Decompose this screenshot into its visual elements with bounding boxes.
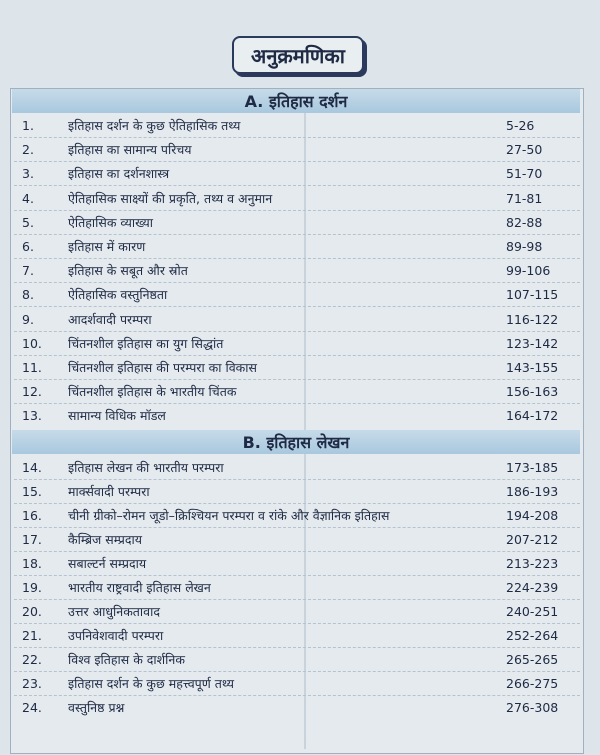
entry-number: 24. (22, 700, 42, 715)
toc-entry[interactable] (14, 553, 580, 575)
entry-pages: 123-142 (506, 336, 559, 351)
toc-entry[interactable] (14, 188, 580, 210)
toc-entry[interactable] (14, 649, 580, 671)
entry-title: चीनी ग्रीको–रोमन जूडो–क्रिश्चियन परम्परा व रांके और वैज्ञानिक इतिहास (68, 508, 390, 523)
entry-pages: 99-106 (506, 263, 551, 278)
entry-pages: 252-264 (506, 628, 559, 643)
entry-title: इतिहास के सबूत और स्रोत (68, 263, 188, 278)
toc-entry[interactable] (14, 697, 580, 719)
entry-number: 22. (22, 652, 42, 667)
entry-pages: 276-308 (506, 700, 559, 715)
toc-entry[interactable] (14, 381, 580, 403)
entry-title: इतिहास का दर्शनशास्त्र (68, 166, 170, 181)
entry-pages: 186-193 (506, 484, 559, 499)
entry-number: 7. (22, 263, 34, 278)
entry-number: 10. (22, 336, 42, 351)
entry-title: विश्व इतिहास के दार्शनिक (68, 652, 185, 667)
toc-entry[interactable] (14, 601, 580, 623)
entry-title: सबाल्टर्न सम्प्रदाय (68, 556, 147, 571)
entry-number: 23. (22, 676, 42, 691)
entry-title: उपनिवेशवादी परम्परा (68, 628, 164, 643)
entry-pages: 89-98 (506, 239, 543, 254)
entry-title: इतिहास दर्शन के कुछ ऐतिहासिक तथ्य (68, 118, 241, 133)
entry-title: चिंतनशील इतिहास का युग सिद्धांत (68, 336, 224, 351)
row-separator (14, 306, 580, 308)
entry-pages: 224-239 (506, 580, 559, 595)
entry-number: 5. (22, 215, 34, 230)
entry-number: 1. (22, 118, 34, 133)
entry-pages: 240-251 (506, 604, 559, 619)
toc-entry[interactable] (14, 236, 580, 258)
row-separator (14, 185, 580, 187)
entry-number: 19. (22, 580, 42, 595)
section-heading: B. इतिहास लेखन (12, 430, 580, 454)
entry-pages: 5-26 (506, 118, 535, 133)
entry-title: आदर्शवादी परम्परा (68, 312, 152, 327)
entry-number: 2. (22, 142, 34, 157)
entry-title: ऐतिहासिक व्याख्या (68, 215, 153, 230)
entry-pages: 213-223 (506, 556, 559, 571)
entry-number: 11. (22, 360, 42, 375)
toc-entry[interactable] (14, 529, 580, 551)
entry-title: इतिहास का सामान्य परिचय (68, 142, 192, 157)
entry-pages: 164-172 (506, 408, 559, 423)
entry-title: इतिहास लेखन की भारतीय परम्परा (68, 460, 224, 475)
entry-title: ऐतिहासिक वस्तुनिष्ठता (68, 287, 168, 302)
entry-number: 17. (22, 532, 42, 547)
entry-number: 3. (22, 166, 34, 181)
entry-title: इतिहास में कारण (68, 239, 146, 254)
entry-number: 16. (22, 508, 42, 523)
entry-pages: 51-70 (506, 166, 543, 181)
entry-pages: 173-185 (506, 460, 559, 475)
entry-title: मार्क्सवादी परम्परा (68, 484, 150, 499)
toc-entry[interactable] (14, 163, 580, 185)
entry-title: इतिहास दर्शन के कुछ महत्त्वपूर्ण तथ्य (68, 676, 234, 691)
entry-title: चिंतनशील इतिहास के भारतीय चिंतक (68, 384, 237, 399)
toc-entry[interactable] (14, 139, 580, 161)
entry-pages: 71-81 (506, 191, 543, 206)
entry-number: 20. (22, 604, 42, 619)
entry-number: 6. (22, 239, 34, 254)
entry-title: उत्तर आधुनिकतावाद (68, 604, 160, 619)
entry-number: 4. (22, 191, 34, 206)
entry-number: 12. (22, 384, 42, 399)
toc-entry[interactable] (14, 309, 580, 331)
entry-pages: 27-50 (506, 142, 543, 157)
toc-entry[interactable] (14, 212, 580, 234)
entry-pages: 116-122 (506, 312, 559, 327)
entry-number: 13. (22, 408, 42, 423)
section-heading: A. इतिहास दर्शन (12, 89, 580, 113)
entry-pages: 266-275 (506, 676, 559, 691)
toc-entry[interactable] (14, 625, 580, 647)
entry-pages: 194-208 (506, 508, 559, 523)
entry-title: ऐतिहासिक साक्ष्यों की प्रकृति, तथ्य व अनुमान (68, 191, 273, 206)
toc-entry[interactable] (14, 284, 580, 306)
entry-number: 9. (22, 312, 34, 327)
entry-number: 14. (22, 460, 42, 475)
toc-entry[interactable] (14, 577, 580, 599)
toc-entry[interactable] (14, 405, 580, 427)
entry-number: 21. (22, 628, 42, 643)
toc-entry[interactable] (14, 115, 580, 137)
toc-entry[interactable] (14, 457, 580, 479)
entry-number: 8. (22, 287, 34, 302)
entry-title: कैम्ब्रिज सम्प्रदाय (68, 532, 142, 547)
entry-pages: 107-115 (506, 287, 559, 302)
toc-entry[interactable] (14, 260, 580, 282)
entry-title: वस्तुनिष्ठ प्रश्न (68, 700, 125, 715)
entry-title: भारतीय राष्ट्रवादी इतिहास लेखन (68, 580, 211, 595)
entry-title: सामान्य विधिक मॉडल (68, 408, 166, 423)
page-title: अनुक्रमणिका (232, 36, 364, 74)
entry-pages: 207-212 (506, 532, 559, 547)
toc-entry[interactable] (14, 357, 580, 379)
entry-pages: 82-88 (506, 215, 543, 230)
toc-entry[interactable] (14, 505, 580, 527)
entry-pages: 156-163 (506, 384, 559, 399)
entry-pages: 265-265 (506, 652, 559, 667)
entry-number: 15. (22, 484, 42, 499)
entry-pages: 143-155 (506, 360, 559, 375)
toc-entry[interactable] (14, 673, 580, 695)
toc-entry[interactable] (14, 333, 580, 355)
entry-title: चिंतनशील इतिहास की परम्परा का विकास (68, 360, 257, 375)
toc-entry[interactable] (14, 481, 580, 503)
entry-number: 18. (22, 556, 42, 571)
